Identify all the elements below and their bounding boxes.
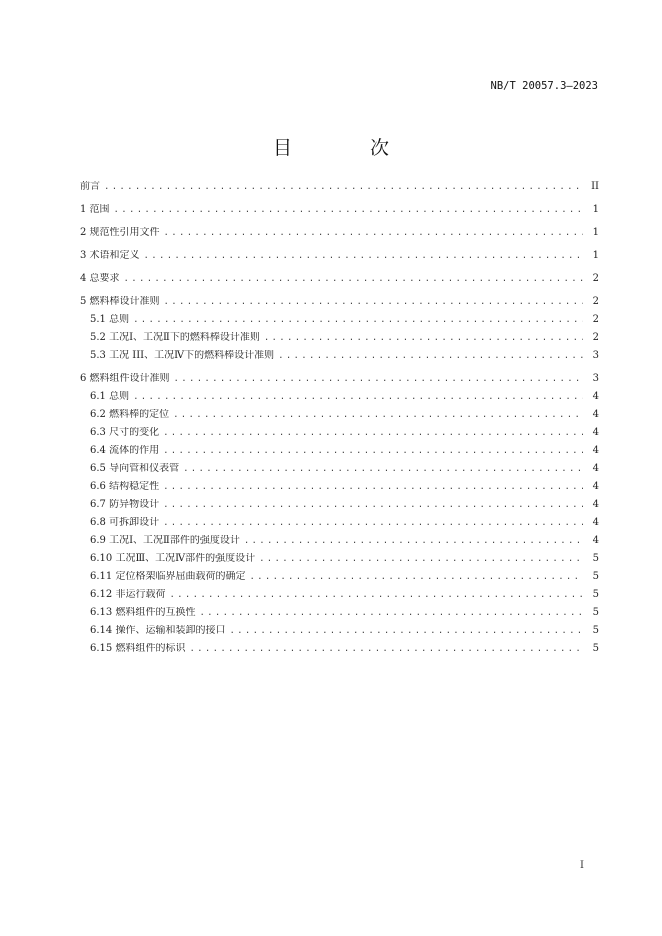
toc-dot-leader (244, 536, 583, 547)
toc-entry-label: 5.1 总则 (90, 314, 130, 325)
toc-entry-page: 1 (592, 250, 599, 261)
toc-entry[interactable] (80, 445, 599, 457)
toc-entry[interactable] (80, 499, 599, 511)
toc-entry-label: 6.9 工况Ⅰ、工况Ⅱ部件的强度设计 (90, 535, 240, 546)
toc-entry-label: 1 范围 (80, 204, 110, 215)
toc-entry-label: 6.13 燃料组件的互换性 (90, 607, 196, 618)
toc-entry-page: 5 (592, 625, 599, 636)
toc-entry-page: 1 (592, 227, 599, 238)
toc-dot-leader (199, 608, 583, 619)
toc-dot-leader (133, 315, 583, 326)
toc-entry-label: 4 总要求 (80, 273, 120, 284)
toc-entry-page: 4 (592, 481, 599, 492)
toc-entry[interactable] (80, 204, 599, 216)
toc-dot-leader (163, 500, 583, 511)
toc-entry[interactable] (80, 427, 599, 439)
toc-dot-leader (163, 482, 583, 493)
toc-entry-page: 4 (592, 517, 599, 528)
toc-entry-label: 5.2 工况Ⅰ、工况Ⅱ下的燃料棒设计准则 (90, 332, 260, 343)
toc-entry-label: 6.4 流体的作用 (90, 445, 160, 456)
toc-dot-leader (174, 374, 583, 385)
toc-entry-label: 6.5 导向管和仪表管 (90, 463, 180, 474)
toc-entry[interactable] (80, 373, 599, 385)
toc-entry-label: 前言 (80, 181, 100, 192)
toc-entry[interactable] (80, 314, 599, 326)
toc-entry-page: 2 (592, 314, 599, 325)
toc-entry-label: 5.3 工况 III、工况Ⅳ下的燃料棒设计准则 (90, 350, 275, 361)
toc-entry[interactable] (80, 250, 599, 262)
toc-entry[interactable] (80, 481, 599, 493)
toc-entry[interactable] (80, 553, 599, 565)
toc-entry-label: 6.10 工况Ⅲ、工况Ⅳ部件的强度设计 (90, 553, 256, 564)
toc-entry-page: 4 (592, 463, 599, 474)
toc-entry-label: 6.6 结构稳定性 (90, 481, 160, 492)
toc-entry[interactable] (80, 227, 599, 239)
toc-dot-leader (229, 626, 583, 637)
toc-entry[interactable] (80, 350, 599, 362)
table-of-contents (80, 181, 599, 655)
toc-entry[interactable] (80, 589, 599, 601)
toc-dot-leader (104, 182, 583, 193)
toc-entry-page: 4 (592, 535, 599, 546)
toc-dot-leader (189, 644, 583, 655)
toc-entry[interactable] (80, 463, 599, 475)
toc-entry-label: 2 规范性引用文件 (80, 227, 160, 238)
toc-entry[interactable] (80, 391, 599, 403)
toc-entry-page: 4 (592, 409, 599, 420)
toc-entry-page: 5 (592, 589, 599, 600)
toc-dot-leader (144, 251, 583, 262)
toc-dot-leader (124, 274, 583, 285)
toc-dot-leader (163, 518, 583, 529)
standard-code: NB/T 20057.3—2023 (490, 80, 598, 92)
toc-dot-leader (183, 464, 583, 475)
toc-dot-leader (278, 351, 583, 362)
toc-dot-leader (173, 410, 583, 421)
toc-dot-leader (264, 333, 583, 344)
toc-entry-label: 3 术语和定义 (80, 250, 140, 261)
toc-entry-label: 6.1 总则 (90, 391, 130, 402)
toc-entry[interactable] (80, 625, 599, 637)
toc-dot-leader (164, 297, 583, 308)
toc-entry-page: 4 (592, 499, 599, 510)
toc-dot-leader (249, 572, 583, 583)
toc-dot-leader (163, 446, 583, 457)
toc-entry-label: 6.8 可拆卸设计 (90, 517, 160, 528)
toc-entry-page: 3 (592, 350, 599, 361)
toc-entry-label: 6.14 操作、运输和装卸的接口 (90, 625, 226, 636)
page-title: 目 次 (272, 137, 426, 159)
toc-entry-label: 5 燃料棒设计准则 (80, 296, 160, 307)
toc-entry-page: 1 (592, 204, 599, 215)
toc-entry-label: 6 燃料组件设计准则 (80, 373, 170, 384)
toc-dot-leader (169, 590, 583, 601)
toc-entry-page: 2 (592, 273, 599, 284)
toc-entry[interactable] (80, 517, 599, 529)
toc-entry-label: 6.2 燃料棒的定位 (90, 409, 170, 420)
toc-entry-page: 5 (592, 607, 599, 618)
toc-entry-page: 3 (592, 373, 599, 384)
toc-entry-label: 6.12 非运行载荷 (90, 589, 166, 600)
page-number: I (580, 860, 584, 871)
toc-entry[interactable] (80, 273, 599, 285)
toc-entry-page: 5 (592, 643, 599, 654)
toc-entry-page: 2 (592, 332, 599, 343)
toc-entry-label: 6.3 尺寸的变化 (90, 427, 160, 438)
toc-entry[interactable] (80, 535, 599, 547)
toc-entry-page: 5 (592, 571, 599, 582)
toc-entry-page: 4 (592, 445, 599, 456)
toc-entry-page: 2 (592, 296, 599, 307)
toc-entry-label: 6.15 燃料组件的标识 (90, 643, 186, 654)
toc-entry-label: 6.11 定位格架临界屈曲载荷的确定 (90, 571, 246, 582)
toc-dot-leader (164, 228, 583, 239)
toc-entry[interactable] (80, 332, 599, 344)
toc-entry-page: 4 (592, 427, 599, 438)
toc-entry-page: 4 (592, 391, 599, 402)
toc-entry[interactable] (80, 409, 599, 421)
toc-entry[interactable] (80, 181, 599, 193)
toc-dot-leader (114, 205, 583, 216)
toc-entry[interactable] (80, 643, 599, 655)
toc-entry-page: II (591, 181, 599, 192)
toc-entry-page: 5 (592, 553, 599, 564)
toc-dot-leader (133, 392, 583, 403)
toc-entry-label: 6.7 防异物设计 (90, 499, 160, 510)
toc-entry[interactable] (80, 607, 599, 619)
toc-dot-leader (259, 554, 583, 565)
toc-dot-leader (163, 428, 583, 439)
toc-entry[interactable] (80, 571, 599, 583)
toc-entry[interactable] (80, 296, 599, 308)
